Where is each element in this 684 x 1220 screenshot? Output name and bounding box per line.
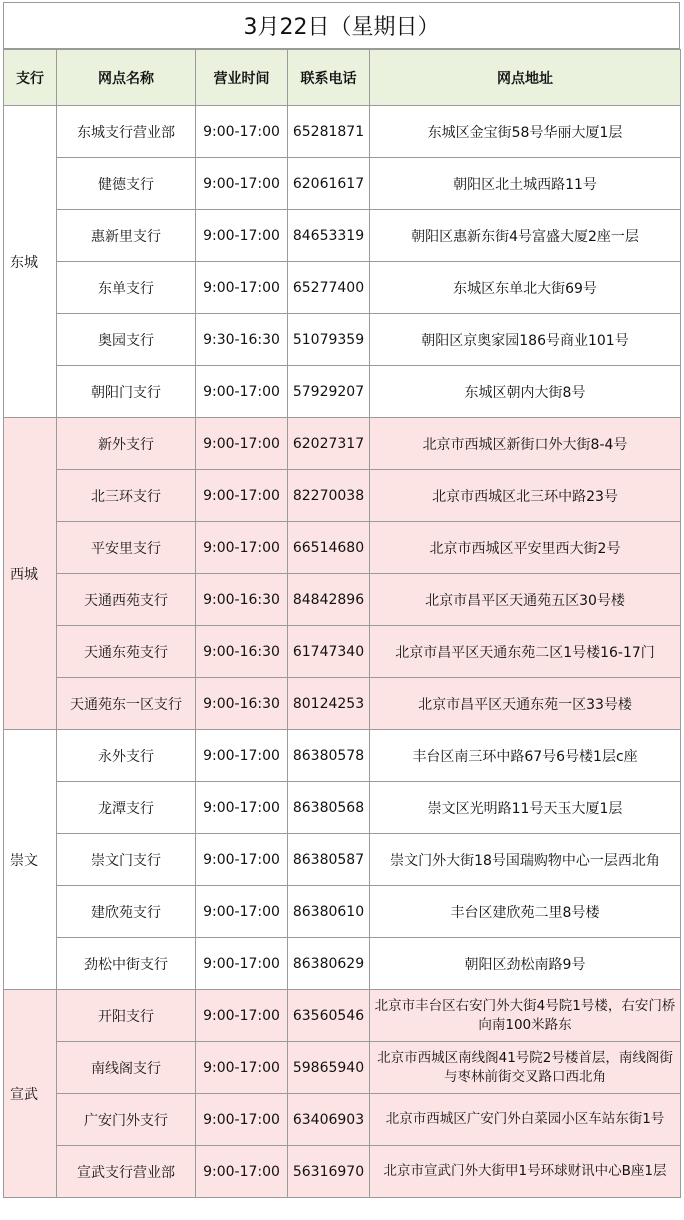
table-row [4, 730, 681, 782]
address-cell: 北京市西城区新街口外大街8-4号 [370, 418, 681, 470]
table-row [4, 314, 681, 366]
outlet-name-cell: 东单支行 [57, 262, 196, 314]
outlet-name-cell: 新外支行 [57, 418, 196, 470]
phone-cell: 59865940 [288, 1042, 370, 1094]
hours-cell: 9:00-17:00 [196, 1042, 288, 1094]
table-row [4, 1042, 681, 1094]
hours-cell: 9:00-17:00 [196, 990, 288, 1042]
outlet-name-cell: 开阳支行 [57, 990, 196, 1042]
outlet-name-cell: 平安里支行 [57, 522, 196, 574]
table-row [4, 210, 681, 262]
table-row [4, 418, 681, 470]
address-cell: 丰台区建欣苑二里8号楼 [370, 886, 681, 938]
address-cell: 北京市昌平区天通苑五区30号楼 [370, 574, 681, 626]
address-cell: 北京市丰台区右安门外大街4号院1号楼，右安门桥向南100米路东 [370, 990, 681, 1042]
hours-cell: 9:00-17:00 [196, 1094, 288, 1146]
hours-cell: 9:00-17:00 [196, 366, 288, 418]
table-row [4, 522, 681, 574]
address-cell: 朝阳区京奥家园186号商业101号 [370, 314, 681, 366]
phone-cell: 62061617 [288, 158, 370, 210]
table-row [4, 470, 681, 522]
table-row [4, 834, 681, 886]
header-phone: 联系电话 [288, 50, 370, 106]
table-row [4, 106, 681, 158]
table-row [4, 782, 681, 834]
table-row [4, 262, 681, 314]
hours-cell: 9:00-17:00 [196, 938, 288, 990]
phone-cell: 62027317 [288, 418, 370, 470]
address-cell: 北京市宣武门外大街甲1号环球财讯中心B座1层 [370, 1146, 681, 1198]
address-cell: 北京市西城区平安里西大街2号 [370, 522, 681, 574]
phone-cell: 80124253 [288, 678, 370, 730]
phone-cell: 86380568 [288, 782, 370, 834]
outlet-name-cell: 朝阳门支行 [57, 366, 196, 418]
outlet-name-cell: 天通西苑支行 [57, 574, 196, 626]
hours-cell: 9:00-17:00 [196, 158, 288, 210]
phone-cell: 86380610 [288, 886, 370, 938]
phone-cell: 56316970 [288, 1146, 370, 1198]
phone-cell: 86380587 [288, 834, 370, 886]
address-cell: 北京市昌平区天通东苑二区1号楼16-17门 [370, 626, 681, 678]
branch-table [3, 49, 681, 1198]
header-outlet-name: 网点名称 [57, 50, 196, 106]
address-cell: 朝阳区惠新东街4号富盛大厦2座一层 [370, 210, 681, 262]
header-branch: 支行 [4, 50, 57, 106]
phone-cell: 86380578 [288, 730, 370, 782]
header-row [4, 50, 681, 106]
phone-cell: 61747340 [288, 626, 370, 678]
outlet-name-cell: 劲松中街支行 [57, 938, 196, 990]
phone-cell: 84842896 [288, 574, 370, 626]
branch-cell: 宣武 [4, 990, 57, 1198]
table-row [4, 990, 681, 1042]
outlet-name-cell: 健德支行 [57, 158, 196, 210]
address-cell: 崇文区光明路11号天玉大厦1层 [370, 782, 681, 834]
table-row [4, 886, 681, 938]
table-row [4, 938, 681, 990]
phone-cell: 65277400 [288, 262, 370, 314]
outlet-name-cell: 建欣苑支行 [57, 886, 196, 938]
table-row [4, 366, 681, 418]
hours-cell: 9:00-17:00 [196, 730, 288, 782]
outlet-name-cell: 南线阁支行 [57, 1042, 196, 1094]
header-business-hours: 营业时间 [196, 50, 288, 106]
phone-cell: 57929207 [288, 366, 370, 418]
outlet-name-cell: 永外支行 [57, 730, 196, 782]
header-address: 网点地址 [370, 50, 681, 106]
hours-cell: 9:00-17:00 [196, 470, 288, 522]
phone-cell: 84653319 [288, 210, 370, 262]
address-cell: 北京市昌平区天通东苑一区33号楼 [370, 678, 681, 730]
hours-cell: 9:00-17:00 [196, 834, 288, 886]
outlet-name-cell: 宣武支行营业部 [57, 1146, 196, 1198]
outlet-name-cell: 天通东苑支行 [57, 626, 196, 678]
hours-cell: 9:00-17:00 [196, 522, 288, 574]
hours-cell: 9:30-16:30 [196, 314, 288, 366]
outlet-name-cell: 龙潭支行 [57, 782, 196, 834]
page-title: 3月22日（星期日） [3, 2, 680, 49]
outlet-name-cell: 北三环支行 [57, 470, 196, 522]
address-cell: 崇文门外大街18号国瑞购物中心一层西北角 [370, 834, 681, 886]
table-row [4, 678, 681, 730]
phone-cell: 66514680 [288, 522, 370, 574]
outlet-name-cell: 广安门外支行 [57, 1094, 196, 1146]
outlet-name-cell: 崇文门支行 [57, 834, 196, 886]
table-row [4, 1094, 681, 1146]
address-cell: 东城区朝内大街8号 [370, 366, 681, 418]
phone-cell: 82270038 [288, 470, 370, 522]
address-cell: 北京市西城区北三环中路23号 [370, 470, 681, 522]
outlet-name-cell: 东城支行营业部 [57, 106, 196, 158]
hours-cell: 9:00-17:00 [196, 262, 288, 314]
table-row [4, 626, 681, 678]
phone-cell: 63560546 [288, 990, 370, 1042]
table-body [4, 106, 681, 1198]
hours-cell: 9:00-16:30 [196, 574, 288, 626]
table-row [4, 1146, 681, 1198]
hours-cell: 9:00-17:00 [196, 210, 288, 262]
outlet-name-cell: 天通苑东一区支行 [57, 678, 196, 730]
phone-cell: 65281871 [288, 106, 370, 158]
hours-cell: 9:00-17:00 [196, 106, 288, 158]
phone-cell: 86380629 [288, 938, 370, 990]
address-cell: 北京市西城区广安门外白菜园小区车站东街1号 [370, 1094, 681, 1146]
hours-cell: 9:00-17:00 [196, 418, 288, 470]
hours-cell: 9:00-16:30 [196, 678, 288, 730]
outlet-name-cell: 奥园支行 [57, 314, 196, 366]
hours-cell: 9:00-17:00 [196, 782, 288, 834]
branch-cell: 崇文 [4, 730, 57, 990]
branch-cell: 东城 [4, 106, 57, 418]
address-cell: 北京市西城区南线阁41号院2号楼首层，南线阁街与枣林前街交叉路口西北角 [370, 1042, 681, 1094]
table-row [4, 158, 681, 210]
hours-cell: 9:00-16:30 [196, 626, 288, 678]
phone-cell: 63406903 [288, 1094, 370, 1146]
hours-cell: 9:00-17:00 [196, 1146, 288, 1198]
branch-cell: 西城 [4, 418, 57, 730]
address-cell: 朝阳区北土城西路11号 [370, 158, 681, 210]
outlet-name-cell: 惠新里支行 [57, 210, 196, 262]
address-cell: 朝阳区劲松南路9号 [370, 938, 681, 990]
phone-cell: 51079359 [288, 314, 370, 366]
address-cell: 丰台区南三环中路67号6号楼1层c座 [370, 730, 681, 782]
table-row [4, 574, 681, 626]
address-cell: 东城区金宝街58号华丽大厦1层 [370, 106, 681, 158]
address-cell: 东城区东单北大街69号 [370, 262, 681, 314]
hours-cell: 9:00-17:00 [196, 886, 288, 938]
